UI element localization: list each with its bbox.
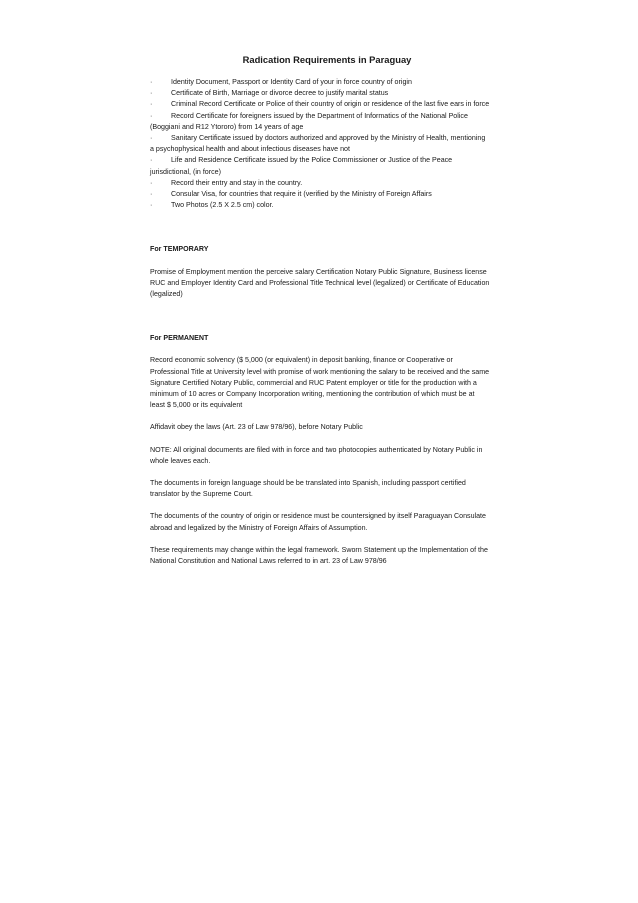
- bullet-icon: ·: [150, 134, 153, 143]
- requirement-text: Criminal Record Certificate or Police of their country of origin or residence of the last five ears in force: [171, 100, 490, 109]
- requirement-text: Record Certificate for foreigners issued by the Department of Informatics of the National Police (Boggiani and R12 Ytororo) from 14 years of age: [150, 111, 468, 131]
- bullet-icon: ·: [150, 111, 153, 120]
- bullet-icon: ·: [150, 156, 153, 165]
- document-title: Radication Requirements in Paraguay: [242, 54, 412, 65]
- requirement-item: [150, 133, 490, 155]
- requirements-list: [150, 77, 490, 211]
- requirement-text: Certificate of Birth, Marriage or divorce decree to justify marital status: [171, 89, 389, 98]
- temporary-text: Promise of Employment mention the perceive salary Certification Notary Public Signature, Business license RUC and Employer Identity Card and Professional Title Technical level (legalized) or Certificate of Education (legalized): [150, 267, 490, 299]
- bullet-icon: ·: [150, 78, 153, 86]
- bullet-icon: ·: [150, 178, 153, 187]
- bullet-icon: ·: [150, 100, 153, 109]
- requirement-item: [150, 178, 490, 189]
- permanent-heading: For PERMANENT: [150, 334, 209, 343]
- permanent-text: Record economic solvency ($ 5,000 (or equivalent) in deposit banking, finance or Cooperative or Professional Title at University level with promise of work mentioning the salary to be received and the same Signature Certified Notary Public, commercial and RUC Patent employer or title for the production with a minimum of 10 acres or Company Incorporation writing, mentioning the contribution of which must be at least $ 5,000 or its equivalent: [150, 356, 490, 410]
- requirement-text: Life and Residence Certificate issued by the Police Commissioner or Justice of the Peace jurisdictional, (in force): [150, 156, 453, 176]
- requirement-item: [150, 111, 490, 133]
- bullet-icon: ·: [150, 190, 153, 199]
- affidavit-text: Affidavit obey the laws (Art. 23 of Law 978/96), before Notary Public: [150, 423, 363, 432]
- bullet-icon: ·: [150, 201, 153, 210]
- translation-text: The documents in foreign language should be be translated into Spanish, including passport certified translator by the Supreme Court.: [150, 479, 466, 499]
- requirement-item: [150, 77, 490, 88]
- requirement-item: [150, 88, 490, 99]
- temporary-heading: For TEMPORARY: [150, 245, 209, 254]
- requirement-item: [150, 99, 490, 110]
- requirement-item: [150, 189, 490, 200]
- requirement-text: Identity Document, Passport or Identity Card of your in force country of origin: [171, 78, 412, 86]
- requirement-text: Consular Visa, for countries that require it (verified by the Ministry of Foreign Affairs: [171, 190, 432, 199]
- closing-text: These requirements may change within the legal framework. Sworn Statement up the Implementation of the National Constitution and National Laws referred to in art. 23 of Law 978/96: [150, 545, 488, 566]
- note-text: NOTE: All original documents are filed with in force and two photocopies authenticated by Notary Public in whole leaves each.: [150, 445, 483, 465]
- bullet-icon: ·: [150, 89, 153, 98]
- requirement-text: Two Photos (2.5 X 2.5 cm) color.: [171, 201, 274, 210]
- requirement-text: Record their entry and stay in the country.: [171, 178, 303, 187]
- document-page: [150, 54, 490, 567]
- requirement-item: [150, 200, 490, 211]
- consulate-text: The documents of the country of origin or residence must be countersigned by itself Paraguayan Consulate abroad and legalized by the Ministry of Foreign Affairs of Assumption.: [150, 512, 486, 532]
- requirement-item: [150, 155, 490, 177]
- requirement-text: Sanitary Certificate issued by doctors authorized and approved by the Ministry of Health, mentioning a psychophysical health and about infectious diseases have not: [150, 134, 486, 154]
